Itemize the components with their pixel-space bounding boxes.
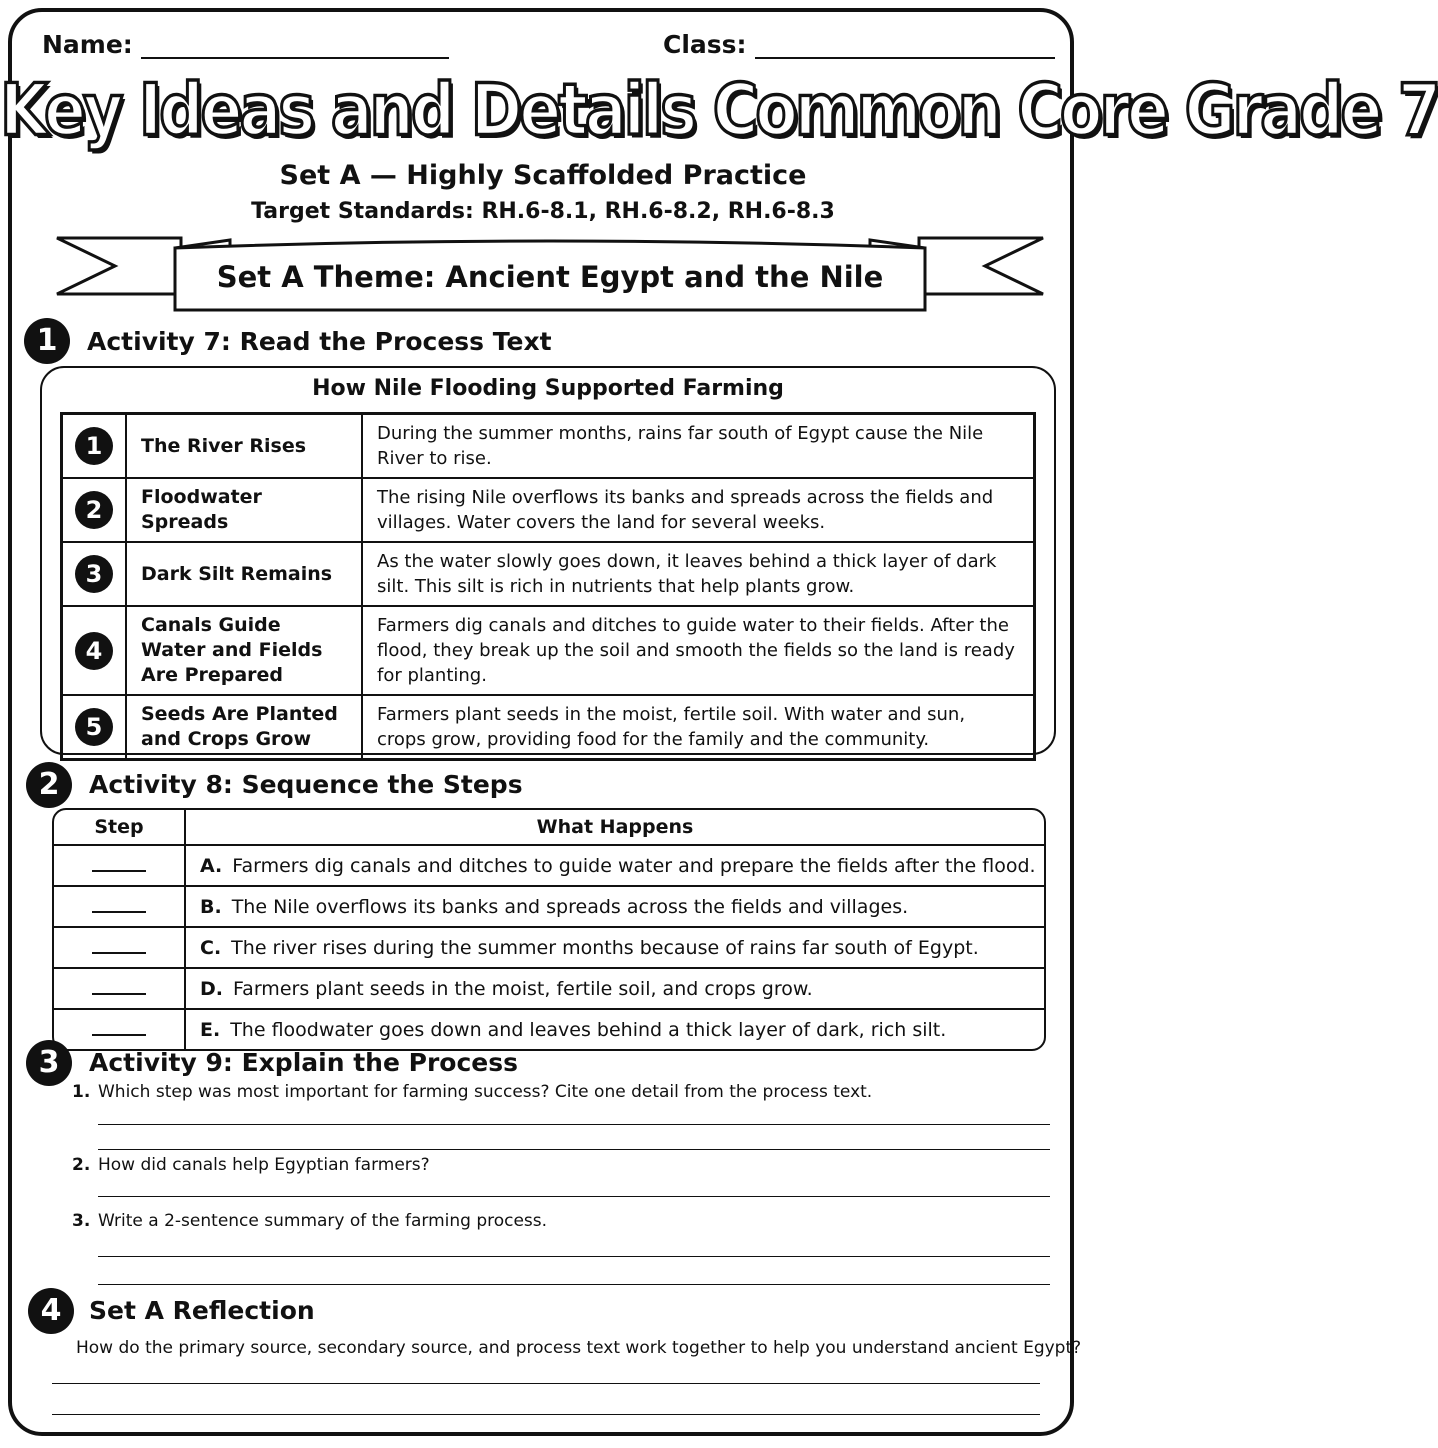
- table-header-row: [54, 810, 1044, 846]
- step-name: Seeds Are Planted and Crops Grow: [126, 695, 362, 760]
- step-detail: Farmers plant seeds in the moist, fertile soil. With water and sun, crops grow, providing food for the family and the community.: [362, 695, 1035, 760]
- answer-line[interactable]: [98, 1284, 1050, 1285]
- step-number-badge: 4: [75, 632, 113, 670]
- answer-line[interactable]: [52, 1383, 1040, 1384]
- process-text-box: [40, 366, 1056, 755]
- question-text: How did canals help Egyptian farmers?: [98, 1155, 430, 1175]
- subtitle: Set A — Highly Scaffolded Practice: [279, 160, 807, 191]
- activity-8-heading: Activity 8: Sequence the Steps: [89, 770, 523, 799]
- table-row: [54, 846, 1044, 887]
- question-number: 3.: [72, 1211, 91, 1231]
- step-name: Floodwater Spreads: [126, 478, 362, 542]
- step-detail: During the summer months, rains far south of Egypt cause the Nile River to rise.: [362, 414, 1035, 479]
- answer-line[interactable]: [98, 1149, 1050, 1150]
- section-number-badge: 2: [26, 762, 72, 808]
- process-row: [62, 695, 1035, 760]
- section-number-badge: 3: [26, 1040, 72, 1086]
- row-text: The river rises during the summer months because of rains far south of Egypt.: [231, 936, 979, 959]
- answer-line[interactable]: [98, 1256, 1050, 1257]
- class-field[interactable]: [663, 30, 1055, 59]
- row-text: Farmers plant seeds in the moist, fertile soil, and crops grow.: [233, 977, 813, 1000]
- process-row: [62, 478, 1035, 542]
- column-header-step: Step: [54, 810, 186, 846]
- step-number-badge: 2: [75, 491, 113, 529]
- step-answer-blank[interactable]: [92, 1034, 146, 1036]
- answer-line[interactable]: [98, 1196, 1050, 1197]
- answer-line[interactable]: [98, 1124, 1050, 1125]
- step-answer-blank[interactable]: [92, 870, 146, 872]
- activity-9-heading: Activity 9: Explain the Process: [89, 1048, 518, 1077]
- process-row: [62, 542, 1035, 606]
- row-letter: B.: [200, 895, 222, 918]
- step-answer-blank[interactable]: [92, 993, 146, 995]
- theme-banner-text: Set A Theme: Ancient Egypt and the Nile: [216, 260, 884, 294]
- class-line: [755, 35, 1055, 59]
- step-name: Dark Silt Remains: [126, 542, 362, 606]
- section-number-badge: 4: [28, 1288, 74, 1334]
- table-row: [54, 1010, 1044, 1049]
- question-text: Which step was most important for farming success? Cite one detail from the process text.: [98, 1082, 873, 1102]
- row-letter: E.: [200, 1018, 221, 1041]
- step-name: Canals Guide Water and Fields Are Prepared: [126, 606, 362, 695]
- reflection-heading: Set A Reflection: [89, 1296, 315, 1325]
- question-number: 1.: [72, 1082, 91, 1102]
- row-letter: A.: [200, 854, 223, 877]
- question: [72, 1211, 548, 1231]
- name-label: Name:: [42, 30, 133, 59]
- process-row: [62, 606, 1035, 695]
- process-row: [62, 414, 1035, 479]
- reflection-prompt: How do the primary source, secondary source, and process text work together to help you understand ancient Egypt?: [76, 1338, 1082, 1358]
- table-row: [54, 969, 1044, 1010]
- step-number-badge: 3: [75, 555, 113, 593]
- step-name: The River Rises: [126, 414, 362, 479]
- step-answer-blank[interactable]: [92, 952, 146, 954]
- table-row: [54, 928, 1044, 969]
- name-line: [141, 35, 449, 59]
- step-number-badge: 1: [75, 427, 113, 465]
- step-number-badge: 5: [75, 708, 113, 746]
- answer-line[interactable]: [52, 1414, 1040, 1415]
- row-text: The Nile overflows its banks and spreads across the fields and villages.: [231, 895, 909, 918]
- process-text-title: How Nile Flooding Supported Farming: [312, 376, 784, 401]
- section-number-badge: 1: [24, 318, 70, 364]
- page-title: Key Ideas and Details Common Core Grade 7: [0, 68, 1438, 152]
- row-text: Farmers dig canals and ditches to guide water and prepare the fields after the flood.: [232, 854, 1036, 877]
- activity-7-heading: Activity 7: Read the Process Text: [87, 327, 552, 356]
- target-standards: Target Standards: RH.6-8.1, RH.6-8.2, RH.6-8.3: [251, 199, 835, 224]
- row-letter: C.: [200, 936, 222, 959]
- question-number: 2.: [72, 1155, 91, 1175]
- table-row: [54, 887, 1044, 928]
- step-detail: Farmers dig canals and ditches to guide water to their fields. After the flood, they break up the soil and smooth the fields so the land is ready for planting.: [362, 606, 1035, 695]
- class-label: Class:: [663, 30, 747, 59]
- row-letter: D.: [200, 977, 223, 1000]
- name-field[interactable]: [42, 30, 449, 59]
- step-answer-blank[interactable]: [92, 911, 146, 913]
- step-detail: The rising Nile overflows its banks and spreads across the fields and villages. Water covers the land for several weeks.: [362, 478, 1035, 542]
- column-header-what-happens: What Happens: [186, 810, 1044, 846]
- question: [72, 1082, 873, 1102]
- row-text: The floodwater goes down and leaves behind a thick layer of dark, rich silt.: [230, 1018, 947, 1041]
- question: [72, 1155, 430, 1175]
- sequence-table: [52, 808, 1046, 1051]
- step-detail: As the water slowly goes down, it leaves behind a thick layer of dark silt. This silt is rich in nutrients that help plants grow.: [362, 542, 1035, 606]
- question-text: Write a 2-sentence summary of the farming process.: [98, 1211, 548, 1231]
- process-table: [60, 412, 1036, 761]
